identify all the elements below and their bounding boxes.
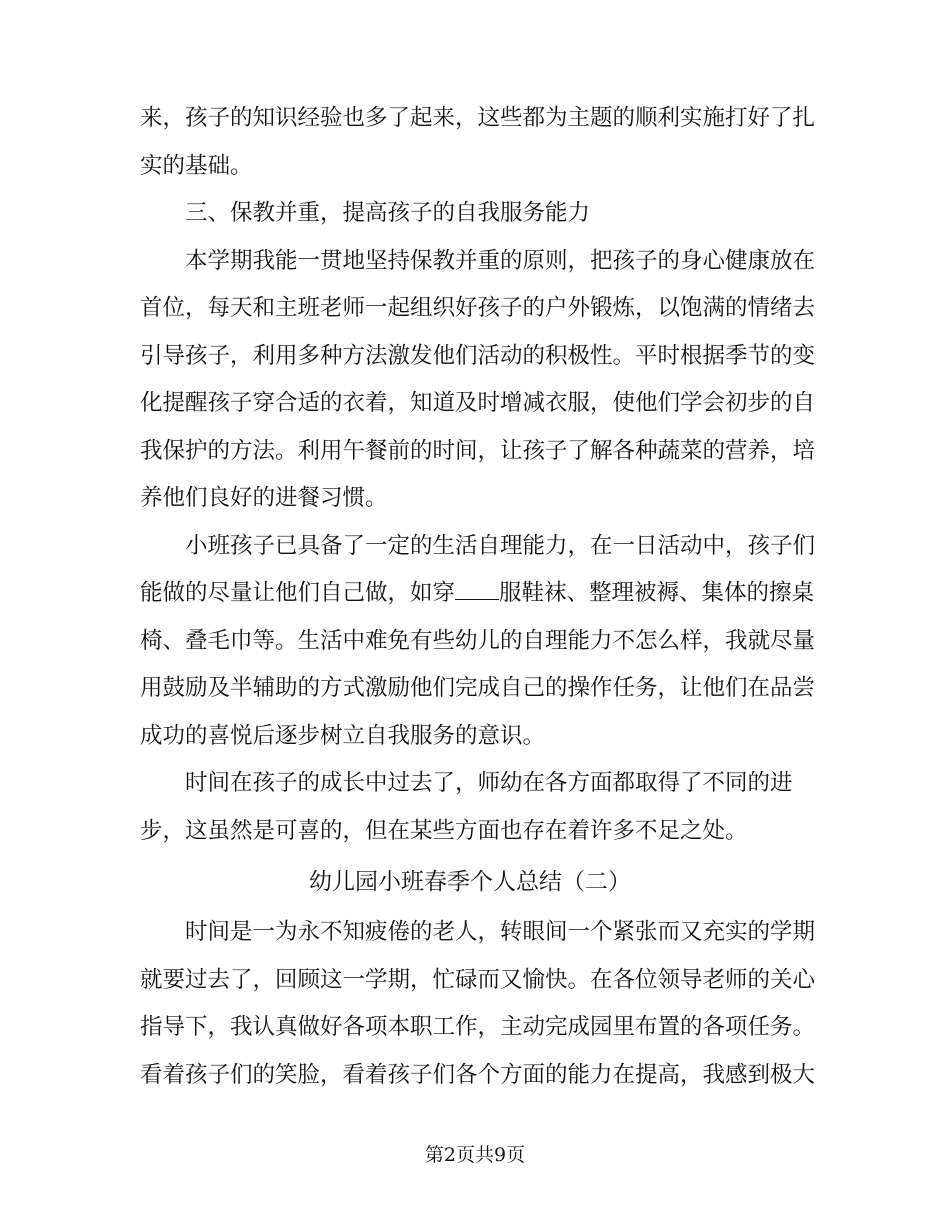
text-line: 本学期我能一贯地坚持保教并重的原则，把孩子的身心健康放在 bbox=[185, 247, 816, 274]
page-number: 第2页共9页 bbox=[424, 1144, 526, 1166]
document-body bbox=[140, 95, 816, 1099]
text-line: 时间是一为永不知疲倦的老人，转眼间一个紧张而又充实的学期 bbox=[185, 919, 816, 945]
text-line: 步，这虽然是可喜的，但在某些方面也存在着许多不足之处。 bbox=[140, 817, 748, 844]
text-line: 实的基础。 bbox=[140, 152, 253, 179]
text-line: 首位，每天和主班老师一起组织好孩子的户外锻炼，以饱满的情绪去 bbox=[140, 295, 816, 321]
section-heading: 三、保教并重，提高孩子的自我服务能力 bbox=[185, 200, 591, 226]
blank-underline bbox=[455, 579, 499, 600]
text-segment: 服鞋袜、整理被褥、集体的擦桌 bbox=[499, 580, 815, 606]
text-line: 引导孩子，利用多种方法激发他们活动的积极性。平时根据季节的变 bbox=[140, 342, 816, 369]
text-line: 用鼓励及半辅助的方式激励他们完成自己的操作任务，让他们在品尝 bbox=[140, 675, 816, 701]
text-line: 时间在孩子的成长中过去了，师幼在各方面都取得了不同的进 bbox=[185, 770, 793, 796]
text-line: 看着孩子们的笑脸，看着孩子们各个方面的能力在提高，我感到极大 bbox=[140, 1061, 816, 1088]
text-line: 指导下，我认真做好各项本职工作，主动完成园里布置的各项任务。 bbox=[140, 1014, 816, 1040]
text-line: 化提醒孩子穿合适的衣着，知道及时增减衣服，使他们学会初步的自 bbox=[140, 390, 816, 416]
text-line: 就要过去了，回顾这一学期，忙碌而又愉快。在各位领导老师的关心 bbox=[140, 966, 816, 993]
text-segment: 能做的尽量让他们自己做，如穿 bbox=[140, 580, 456, 606]
text-line: 我保护的方法。利用午餐前的时间，让孩子了解各种蔬菜的营养，培 bbox=[140, 437, 816, 464]
text-line: 成功的喜悦后逐步树立自我服务的意识。 bbox=[140, 722, 546, 749]
text-line: 小班孩子已具备了一定的生活自理能力，在一日活动中，孩子们 bbox=[185, 532, 816, 559]
text-line: 养他们良好的进餐习惯。 bbox=[140, 485, 388, 511]
text-line: 椅、叠毛巾等。生活中难免有些幼儿的自理能力不怎么样，我就尽量 bbox=[140, 627, 816, 654]
text-line bbox=[140, 570, 815, 618]
text-line: 来，孩子的知识经验也多了起来，这些都为主题的顺利实施打好了扎 bbox=[140, 105, 816, 131]
document-title: 幼儿园小班春季个人总结（二） bbox=[309, 869, 631, 895]
